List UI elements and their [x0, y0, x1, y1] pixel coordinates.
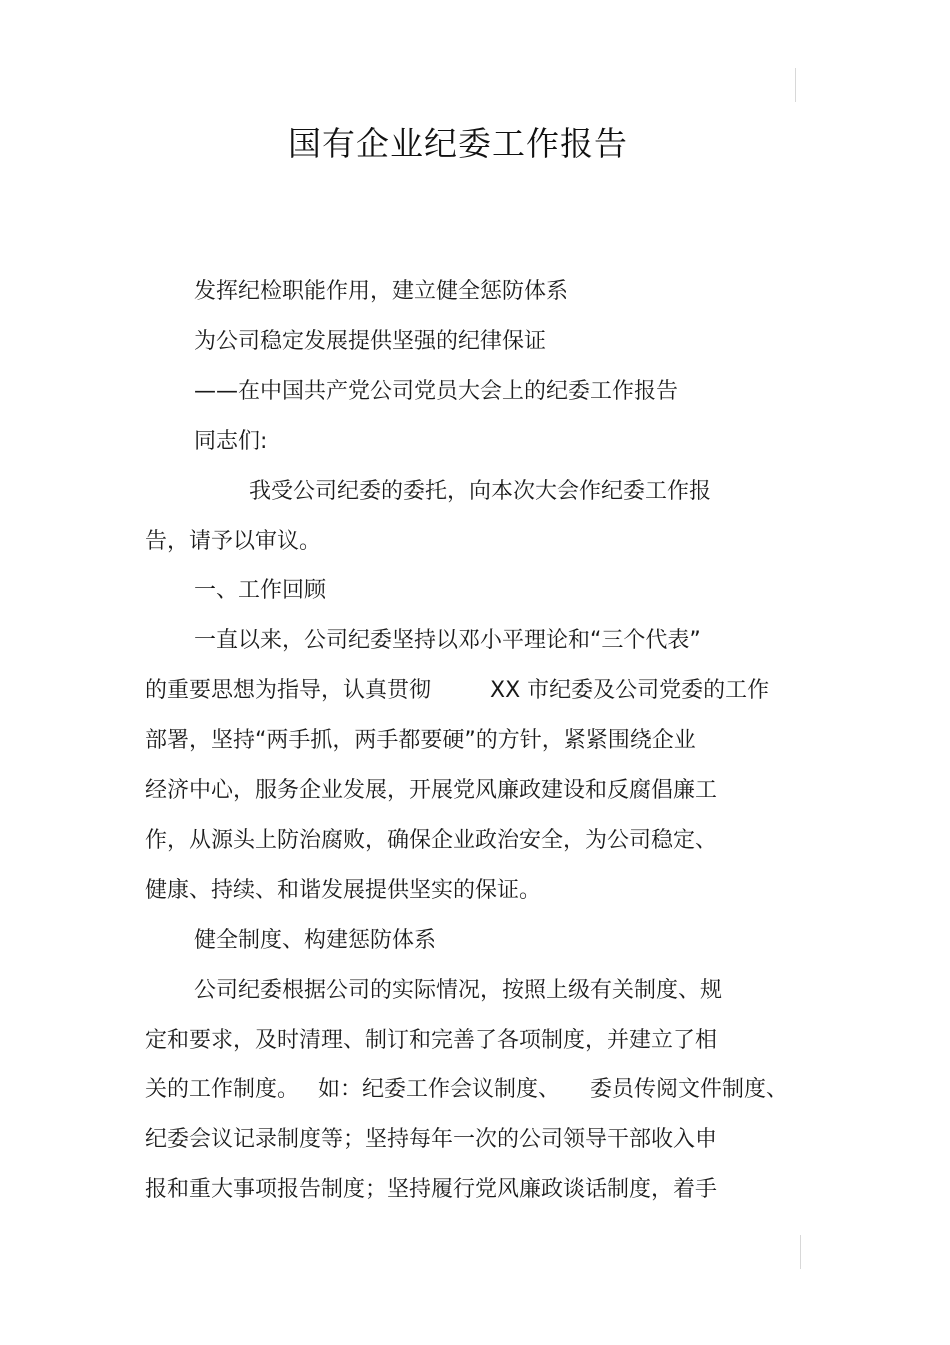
section-heading: 一、工作回顾: [194, 578, 327, 603]
paragraph-line: 的重要思想为指导，认真贯彻: [145, 678, 432, 703]
paragraph-line: 关的工作制度。: [145, 1077, 300, 1102]
paragraph-line: 纪委会议记录制度等；坚持每年一次的公司领导干部收入申: [145, 1127, 718, 1152]
page-edge-mark-bottom: [800, 1235, 801, 1269]
intro-line: 告，请予以审议。: [145, 529, 322, 554]
paragraph-line: 委员传阅文件制度、: [590, 1077, 789, 1102]
salutation: 同志们:: [194, 429, 268, 454]
paragraph-line: 部署，坚持“两手抓，两手都要硬”的方针，紧紧围绕企业: [145, 728, 696, 753]
paragraph-line: XX 市纪委及公司党委的工作: [490, 678, 770, 703]
subheading: 健全制度、构建惩防体系: [194, 928, 437, 953]
document-title: 国有企业纪委工作报告: [288, 124, 628, 163]
paragraph-line: 健康、持续、和谐发展提供坚实的保证。: [145, 878, 542, 903]
paragraph-line: 作，从源头上防治腐败，确保企业政治安全，为公司稳定、: [145, 828, 718, 853]
paragraph-line: 报和重大事项报告制度；坚持履行党风廉政谈话制度，着手: [145, 1177, 718, 1202]
page-edge-mark-top: [795, 68, 796, 102]
paragraph-line: 定和要求，及时清理、制订和完善了各项制度，并建立了相: [145, 1028, 718, 1053]
paragraph-line: 如：纪委工作会议制度、: [318, 1077, 561, 1102]
paragraph-line: 经济中心，服务企业发展，开展党风廉政建设和反腐倡廉工: [145, 778, 718, 803]
subtitle-line-3: ——在中国共产党公司党员大会上的纪委工作报告: [194, 379, 679, 404]
subtitle-line-2: 为公司稳定发展提供坚强的纪律保证: [194, 329, 547, 354]
intro-line: 我受公司纪委的委托，向本次大会作纪委工作报: [249, 479, 712, 504]
paragraph-line: 公司纪委根据公司的实际情况，按照上级有关制度、规: [194, 978, 723, 1003]
subtitle-line-1: 发挥纪检职能作用，建立健全惩防体系: [194, 279, 569, 304]
paragraph-line: 一直以来，公司纪委坚持以邓小平理论和“三个代表”: [194, 628, 701, 653]
